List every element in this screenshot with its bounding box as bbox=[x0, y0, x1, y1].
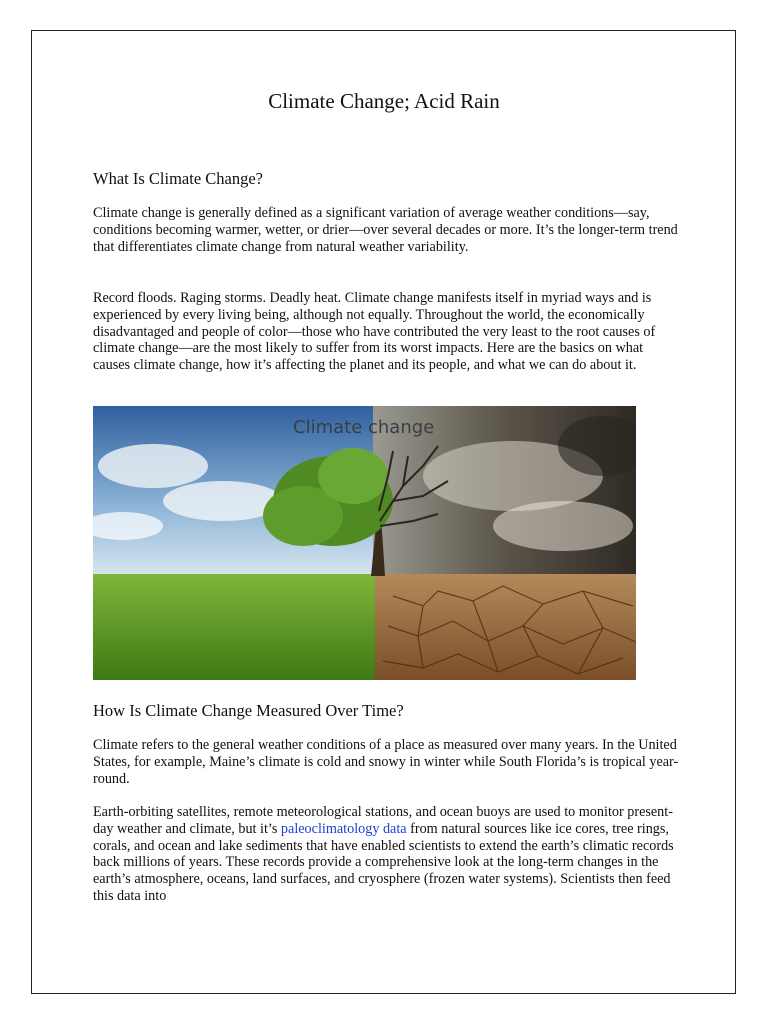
paragraph-measurement bbox=[93, 804, 683, 905]
document-title: Climate Change; Acid Rain bbox=[268, 89, 500, 113]
paleoclimatology-data-link[interactable]: paleoclimatology data bbox=[280, 820, 407, 837]
section-heading-what-is-climate-change: What Is Climate Change? bbox=[93, 169, 263, 188]
paragraph-impacts: Record floods. Raging storms. Deadly heat. Climate change manifests itself in myriad ways and is experienced by every living being, although not equally. Throughout the world, the economically disadvantaged and people of color—those who have contributed the very least to the root causes of climate change—are the most likely to suffer from its worst impacts. Here are the basics on what causes climate change, how it’s affecting the planet and its people, and what we can do about it. bbox=[93, 290, 656, 374]
climate-change-image bbox=[93, 406, 636, 680]
paragraph-measurement-start: Earth-orbiting satellites, remote meteorological stations, and ocean buoys are used to monitor present-day weather and climate, but it’s bbox=[93, 804, 673, 837]
paragraph-definition: Climate change is generally defined as a significant variation of average weather conditions—say, conditions becoming warmer, wetter, or drier—over several decades or more. It’s the longer-term trend that differentiates climate change from natural weather variability. bbox=[93, 205, 678, 255]
paragraph-measurement-end: from natural sources like ice cores, tree rings, corals, and ocean and lake sediments that have enabled scientists to extend the earth’s climatic records back millions of years. These records provide a comprehensive look at the long-term changes in the earth’s atmosphere, oceans, land surfaces, and cryosphere (frozen water systems). Scientists then feed this data into bbox=[93, 820, 674, 904]
paragraph-climate-definition: Climate refers to the general weather conditions of a place as measured over many years. In the United States, for example, Maine’s climate is cold and snowy in winter while South Florida’s is tropical year-round. bbox=[93, 737, 679, 787]
image-caption-text: Climate change bbox=[293, 417, 435, 438]
section-heading-measured-over-time: How Is Climate Change Measured Over Time? bbox=[93, 701, 404, 720]
climate-change-illustration bbox=[93, 406, 636, 680]
